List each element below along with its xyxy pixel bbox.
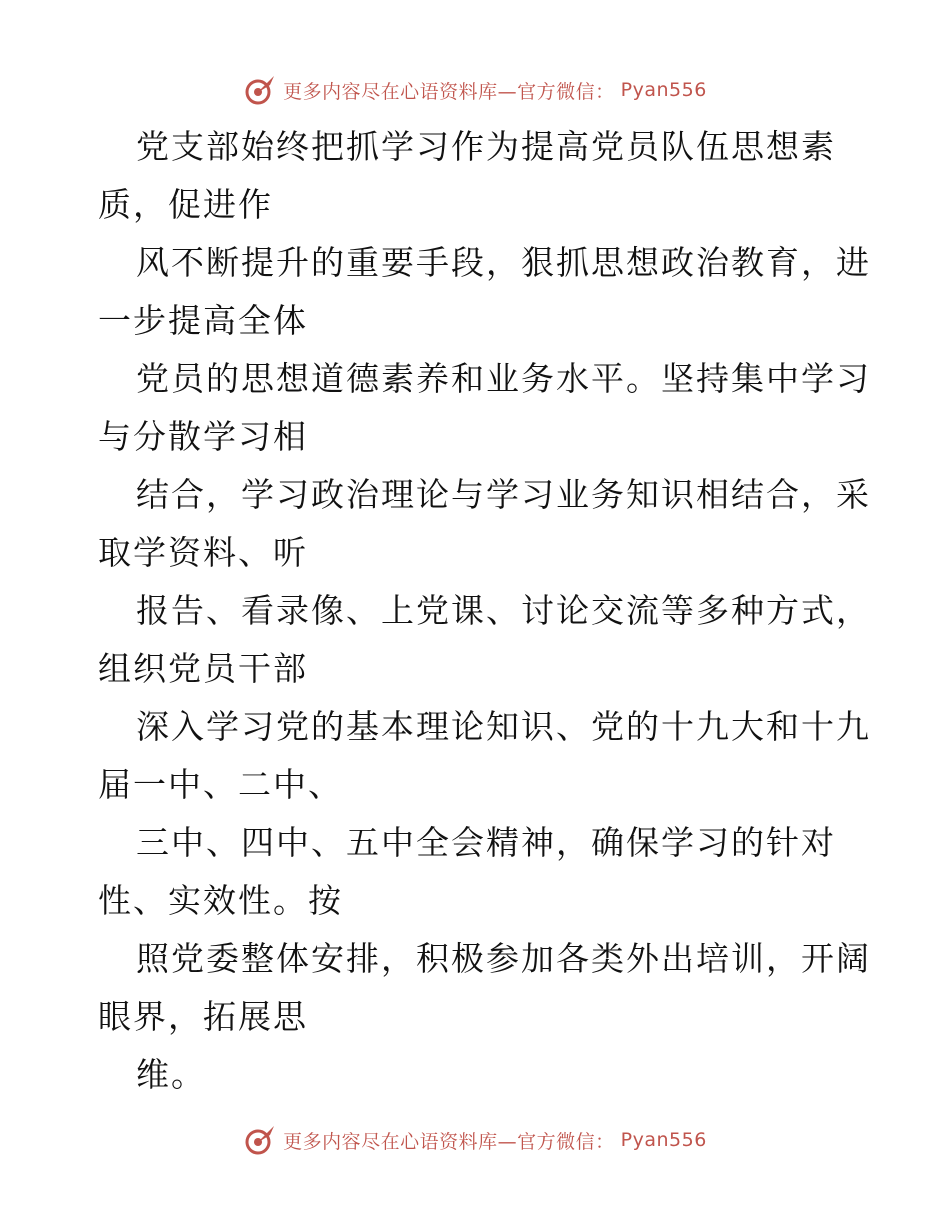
body-line: 党支部始终把抓学习作为提高党员队伍思想素 xyxy=(136,127,836,166)
watermark-wechat-id: Pyan556 xyxy=(620,79,707,101)
body-line: 结合，学习政治理论与学习业务知识相结合，采 xyxy=(136,475,871,514)
body-line: 一步提高全体 xyxy=(98,301,308,340)
watermark-text: 更多内容尽在心语资料库—官方微信： xyxy=(283,1130,615,1153)
watermark-wechat-id: Pyan556 xyxy=(620,1129,707,1151)
body-line: 届一中、二中、 xyxy=(98,765,343,804)
body-line: 报告、看录像、上党课、讨论交流等多种方式， xyxy=(136,591,871,630)
body-line: 照党委整体安排，积极参加各类外出培训，开阔 xyxy=(136,939,871,978)
body-line: 风不断提升的重要手段，狠抓思想政治教育，进 xyxy=(136,243,871,282)
body-line: 取学资料、听 xyxy=(98,533,308,572)
document-body xyxy=(98,118,871,1104)
body-line: 性、实效性。按 xyxy=(98,881,343,920)
body-line: 深入学习党的基本理论知识、党的十九大和十九 xyxy=(136,707,871,746)
body-line: 维。 xyxy=(136,1055,206,1094)
quill-logo-icon xyxy=(243,73,277,107)
body-line: 三中、四中、五中全会精神，确保学习的针对 xyxy=(136,823,836,862)
body-line: 党员的思想道德素养和业务水平。坚持集中学习 xyxy=(136,359,871,398)
body-line: 与分散学习相 xyxy=(98,417,308,456)
header-watermark xyxy=(0,72,950,108)
body-line: 质，促进作 xyxy=(98,185,273,224)
body-line: 眼界，拓展思 xyxy=(98,997,308,1036)
quill-logo-icon xyxy=(243,1123,277,1157)
body-line: 组织党员干部 xyxy=(98,649,308,688)
watermark-text: 更多内容尽在心语资料库—官方微信： xyxy=(283,80,615,103)
footer-watermark xyxy=(0,1122,950,1158)
